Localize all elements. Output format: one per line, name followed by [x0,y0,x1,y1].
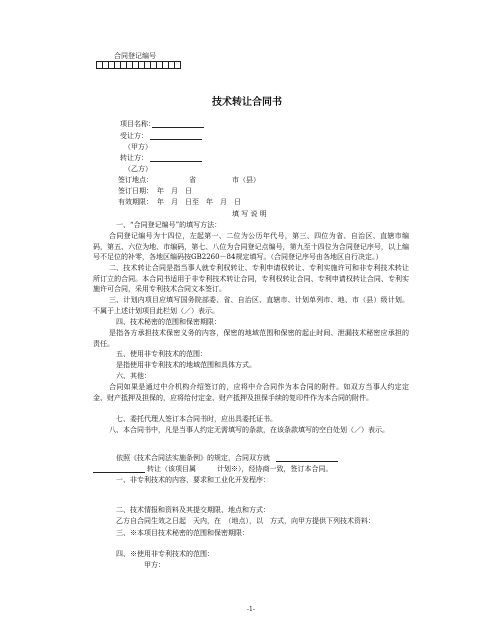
body-intro-blank1 [276,461,338,462]
party-a-label: （甲方） [124,143,152,151]
registration-number-label: 合同登记编号 [114,52,156,60]
transferee-label: 受让方： [120,132,148,140]
instruction-5-text: 是指使用非专利技术的地域范围和具体方式。 [116,361,256,369]
instruction-6-text: 合同如果是通过中介机构介绍签订的，应将中介合同作为本合同的附件。如双方当事人约定定金、财产抵押及担保的，应将给付定金、财产抵押及担保手续的复印件作为本合同的附件。 [93,383,409,402]
instructions-heading: 填 写 说 明 [232,210,267,218]
valid-period-parts: 年 月 日至 年 月 日 [157,198,241,206]
city-label: 市（县） [232,176,260,184]
instruction-7-text: 七、委托代理人签订本合同书时，应出具委托证书。 [116,415,277,423]
instruction-4-text: 是指各方承担技术保密义务的内容，保密的地域范围和保密的起止时间、泄漏技术秘密应承担的责任。 [93,329,409,348]
instruction-6-title: 六、其他： [116,372,151,380]
registration-number-boxes [96,61,180,69]
instruction-1-title: 一、“合同登记编号”的填写方法： [116,221,222,229]
instruction-8-text: 八、本合同书中，凡是当事人约定无需填写的条款，在该条款填写的空白处划（／）表示。 [109,426,389,434]
page-number: -1- [247,606,255,613]
clause-2-detail: 乙方自合同生效之日起 天内，在 （地点），以 方式，向甲方提供下列技术资料： [116,517,375,525]
province-label: 省 [189,176,196,184]
sign-place-label: 签订地点： [118,176,153,184]
party-b-label: （乙方） [124,165,152,173]
page-title: 技术转让合同书 [212,97,282,108]
body-intro-line1: 依照《技术合同法实施条例》的规定，合同双方就 [116,454,270,462]
project-name-blank [152,127,204,128]
body-intro-line2: 转让（该项目属 计划※），经协商一致，签订本合同。 [147,465,333,473]
instruction-2-text: 二、技术转让合同是指当事人就专利权转让、专利申请权转让、专利实施许可和非专利技术转让所订立的合同。本合同书适用于非专利技术转让合同，专利权转让合同、专利申请权转让合同、专利实施许可合同，采用专利技术合同文本签订。 [93,264,409,293]
instruction-5-title: 五、使用非专利技术的范围： [116,350,207,358]
project-name-label: 项目名称： [120,120,155,128]
sign-date-parts: 年 月 日 [157,187,192,195]
instruction-1-text: 合同登记编号为十四位，左起第一、二位为公历年代号，第三、四位为省、自治区、直辖市编码，第五、六位为地、市编码，第七、八位为合同登记点编号，第九至十四位为合同登记序号，以上编号不足位的补零，各地区编码按GB2260－84规定填写。（合同登记序号由各地区自行决定。） [93,232,409,261]
clause-4-party-a: 甲方： [144,561,165,569]
clause-1: 一、非专利技术的内容、要求和工业化开发程序： [116,476,270,484]
valid-period-label: 有效期限： [118,198,153,206]
clause-2: 二、技术情报和资料及其提交期限、地点和方式： [116,506,270,514]
clause-4: 四、※使用非专利技术的范围： [116,550,214,558]
transferor-label: 转让方： [120,154,148,162]
instruction-3-text: 三、计划内项目应填写国务院部委、省、自治区、直辖市、计划单列市、地、市（县）级计划。不属于上述计划项目此栏划（／）表示。 [93,296,409,315]
sign-date-label: 签订日期： [118,187,153,195]
instruction-4-title: 四、技术秘密的范围和保密期限： [116,318,221,326]
transferor-blank [150,161,202,162]
body-intro-blank2 [93,472,145,473]
clause-3: 三、※本项目技术秘密的范围和保密期限： [116,529,249,537]
transferee-blank [150,139,202,140]
